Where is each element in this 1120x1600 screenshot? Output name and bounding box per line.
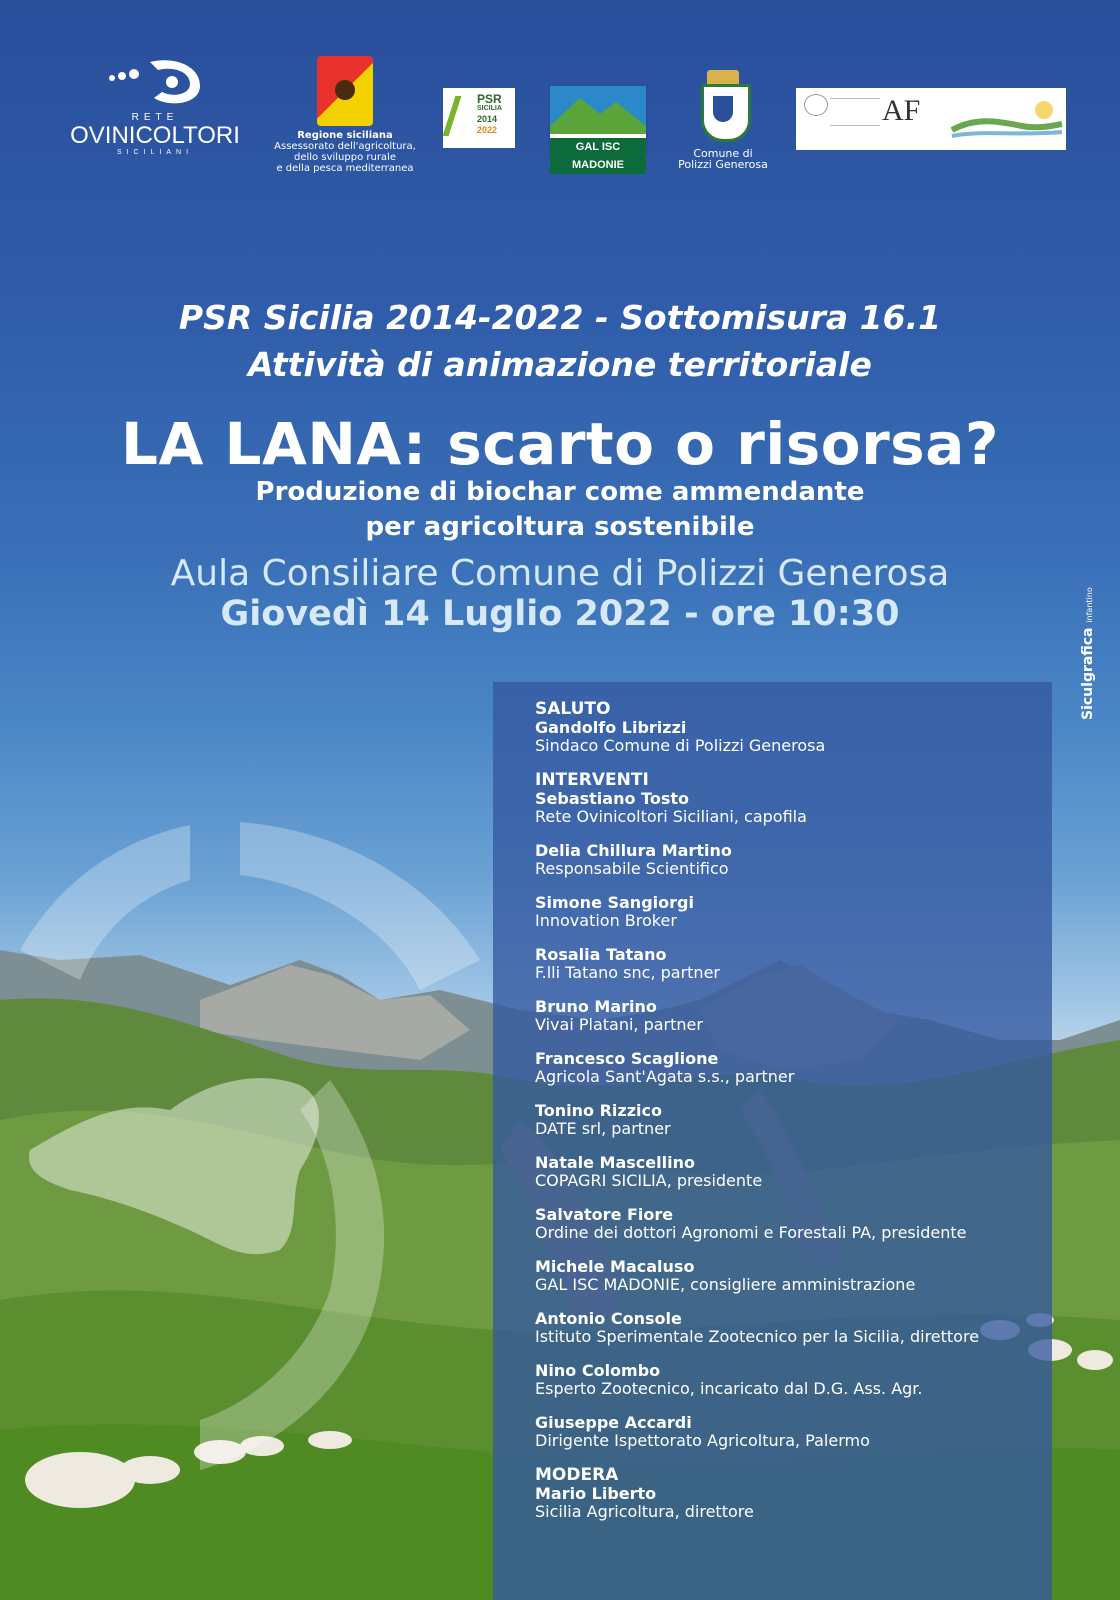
- speaker-entry: [535, 1258, 1042, 1294]
- psr-logo: [443, 88, 515, 148]
- speaker-entry: [535, 894, 1042, 930]
- regione-line3: dello sviluppo rurale: [294, 152, 396, 163]
- ovinicoltori-line1: RETE: [131, 112, 179, 123]
- psr-check-icon: [443, 96, 482, 136]
- speaker-entry: [535, 1102, 1042, 1138]
- speaker-entry: [535, 790, 1042, 826]
- speaker-role: COPAGRI SICILIA, presidente: [535, 1171, 763, 1190]
- regione-line4: e della pesca mediterranea: [276, 163, 414, 174]
- trinacria-icon: [317, 56, 373, 126]
- comune-line2: Polizzi Generosa: [678, 158, 768, 171]
- speaker-entry: [535, 998, 1042, 1034]
- speaker-role: DATE srl, partner: [535, 1119, 671, 1138]
- ordine-mark: AF: [882, 94, 921, 127]
- speaker-name: Mario Liberto: [535, 1484, 657, 1503]
- ovinicoltori-line2: OVINICOLTORI: [70, 122, 240, 149]
- event-date: Giovedì 14 Luglio 2022 - ore 10:30: [220, 594, 900, 634]
- speaker-name: Sebastiano Tosto: [535, 789, 689, 808]
- speaker-role: Responsabile Scientifico: [535, 859, 729, 878]
- printer-credit: [1080, 587, 1096, 720]
- emblem-icon: [804, 94, 828, 116]
- regione-line1: Regione siciliana: [297, 130, 393, 141]
- credit-main: Siculgrafica: [1080, 627, 1096, 720]
- speaker-name: Antonio Console: [535, 1309, 682, 1328]
- speaker-name: Gandolfo Librizzi: [535, 718, 687, 737]
- ordine-agronomi-logo: [796, 88, 1066, 150]
- program-list: [535, 700, 1042, 1537]
- speaker-entry: [535, 1310, 1042, 1346]
- regione-logo: [270, 56, 420, 174]
- speaker-entry: [535, 1414, 1042, 1450]
- psr-line3: 2014: [477, 114, 498, 124]
- psr-line1: PSR: [477, 92, 502, 106]
- speaker-entry: [535, 1206, 1042, 1242]
- speaker-role: GAL ISC MADONIE, consigliere amministrazione: [535, 1275, 916, 1294]
- credit-small: infantino: [1085, 587, 1094, 623]
- event-subtitle-1: Produzione di biochar come ammendante: [255, 477, 865, 507]
- program-panel: [493, 682, 1052, 1600]
- speaker-entry: [535, 842, 1042, 878]
- gal-logo: [548, 84, 648, 171]
- psr-line4: 2022: [477, 125, 498, 135]
- event-title: LA LANA: scarto o risorsa?: [121, 410, 999, 478]
- comune-logo: [668, 70, 778, 170]
- ordine-text-block: [830, 98, 880, 126]
- ovinicoltori-line3: SICILIANI: [116, 149, 194, 156]
- speaker-name: Rosalia Tatano: [535, 945, 667, 964]
- regione-line2: Assessorato dell'agricoltura,: [274, 141, 416, 152]
- speaker-name: Nino Colombo: [535, 1361, 661, 1380]
- landscape-logo-icon: [952, 96, 1062, 142]
- activity-line: Attività di animazione territoriale: [248, 345, 872, 384]
- event-subtitle-2: per agricoltura sostenibile: [365, 512, 755, 542]
- ovinicoltori-logo: [50, 58, 260, 156]
- speaker-role: Ordine dei dottori Agronomi e Forestali PA, presidente: [535, 1223, 967, 1242]
- section-heading: MODERA: [535, 1465, 619, 1485]
- speaker-name: Natale Mascellino: [535, 1153, 695, 1172]
- speaker-name: Michele Macaluso: [535, 1257, 695, 1276]
- speaker-name: Bruno Marino: [535, 997, 657, 1016]
- speaker-name: Delia Chillura Martino: [535, 841, 732, 860]
- speaker-role: Innovation Broker: [535, 911, 677, 930]
- speaker-name: Tonino Rizzico: [535, 1101, 662, 1120]
- speaker-name: Francesco Scaglione: [535, 1049, 719, 1068]
- section-heading: SALUTO: [535, 699, 611, 719]
- speaker-entry: [535, 946, 1042, 982]
- speaker-role: Dirigente Ispettorato Agricoltura, Palermo: [535, 1431, 870, 1450]
- psr-line2: SICILIA: [477, 105, 502, 112]
- speaker-role: Istituto Sperimentale Zootecnico per la Sicilia, direttore: [535, 1327, 980, 1346]
- speaker-entry: [535, 719, 1042, 755]
- logo-bar: [0, 0, 1120, 200]
- speaker-entry: [535, 1050, 1042, 1086]
- programme-line: PSR Sicilia 2014-2022 - Sottomisura 16.1: [178, 298, 942, 337]
- speaker-name: Salvatore Fiore: [535, 1205, 674, 1224]
- ovinicoltori-mark-icon: [50, 58, 260, 108]
- gal-mountain-icon: [550, 86, 646, 134]
- comune-crest-icon: [693, 70, 753, 148]
- gal-label: GAL ISC MADONIE: [550, 138, 646, 174]
- speaker-role: Vivai Platani, partner: [535, 1015, 703, 1034]
- speaker-role: Sindaco Comune di Polizzi Generosa: [535, 736, 826, 755]
- speaker-entry: [535, 1154, 1042, 1190]
- speaker-role: Sicilia Agricoltura, direttore: [535, 1502, 754, 1521]
- speaker-name: Giuseppe Accardi: [535, 1413, 692, 1432]
- speaker-entry: [535, 1362, 1042, 1398]
- speaker-role: Esperto Zootecnico, incaricato dal D.G. Ass. Agr.: [535, 1379, 923, 1398]
- speaker-role: Agricola Sant'Agata s.s., partner: [535, 1067, 795, 1086]
- event-venue: Aula Consiliare Comune di Polizzi Generosa: [170, 553, 950, 594]
- section-heading: INTERVENTI: [535, 770, 649, 790]
- comune-line1: Comune di: [693, 147, 753, 160]
- speaker-role: F.lli Tatano snc, partner: [535, 963, 720, 982]
- speaker-entry: [535, 1485, 1042, 1521]
- speaker-name: Simone Sangiorgi: [535, 893, 694, 912]
- speaker-role: Rete Ovinicoltori Siciliani, capofila: [535, 807, 807, 826]
